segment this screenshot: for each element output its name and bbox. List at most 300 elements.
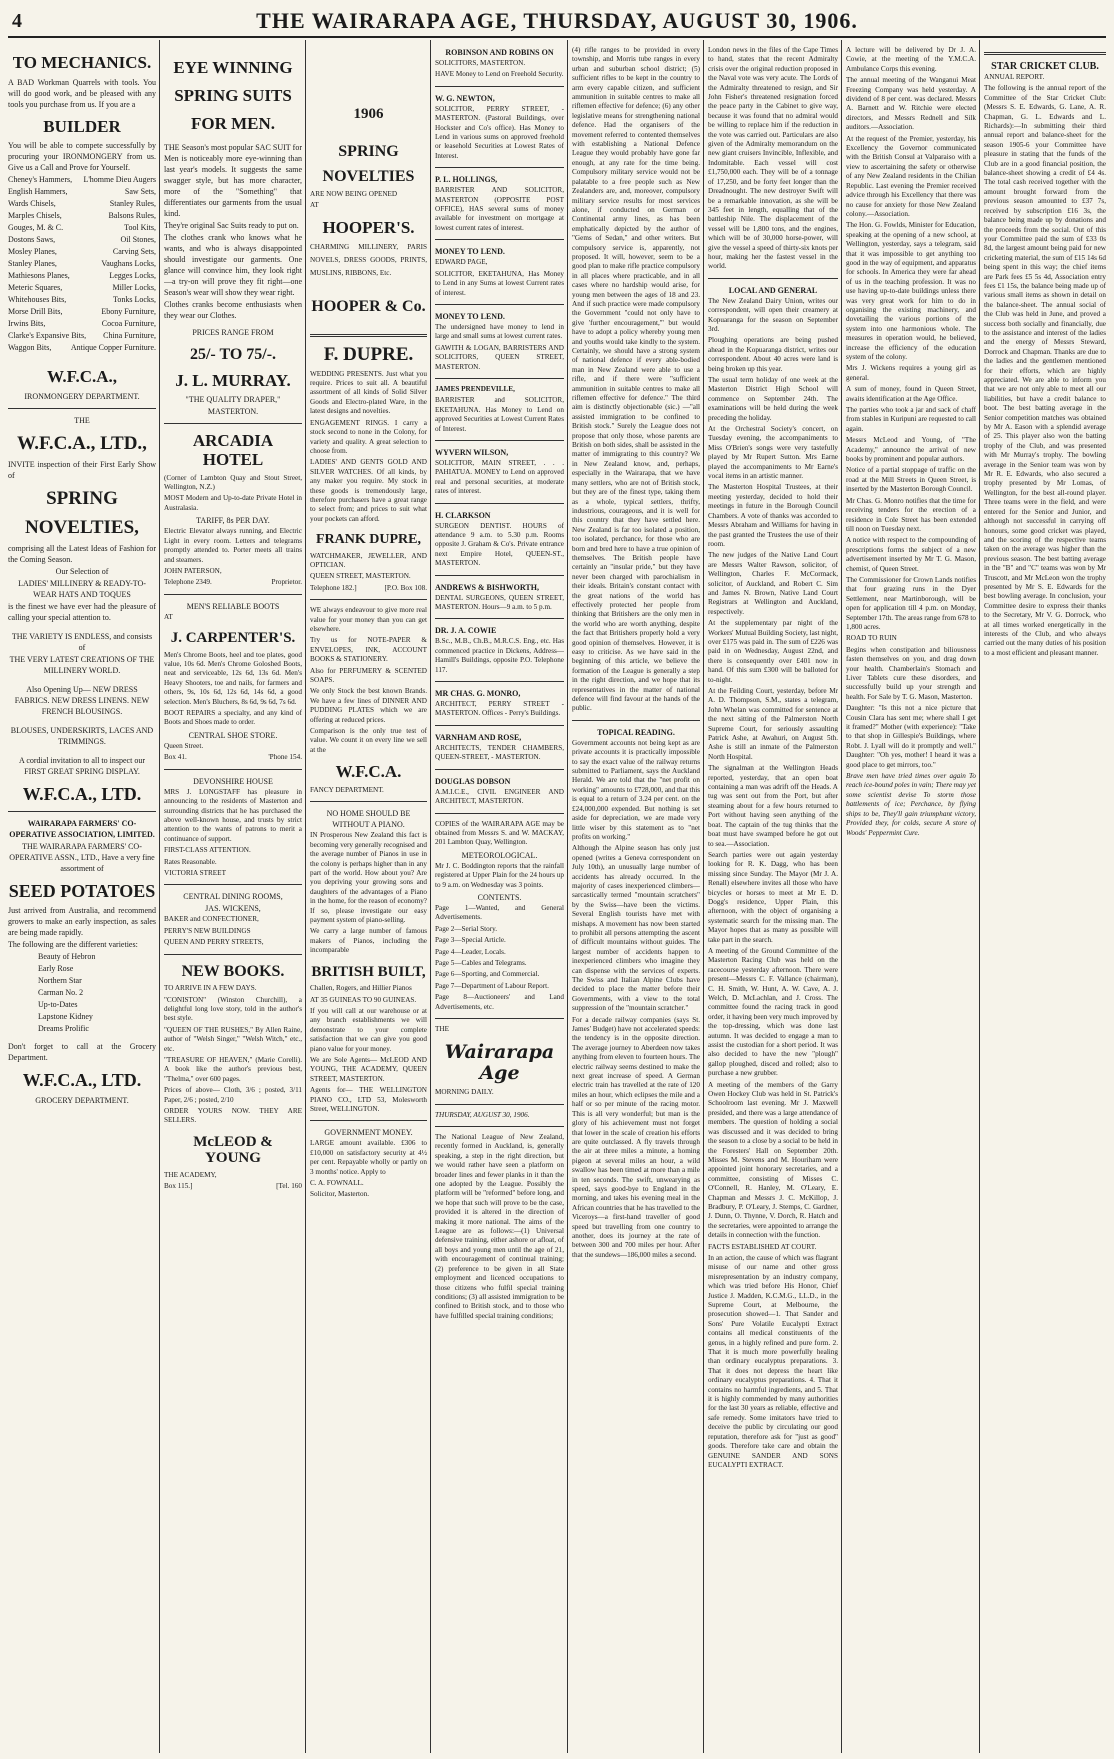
opened: ARE NOW BEING OPENED: [310, 189, 398, 198]
divider: [164, 884, 302, 885]
meteorological-text: Mr J. C. Boddington reports that the rainfall registered at Upper Plain for the 24 hours up to 9 a.m. on Wednesday was 3 points.: [435, 861, 564, 889]
column-rule: [979, 40, 980, 1753]
variety-item: Early Rose: [38, 964, 74, 974]
spring-heading: SPRING: [46, 487, 118, 509]
topical-text-1: Government accounts not being kept as are private accounts it is practically impossible to say the exact value of the railway returns submitted to Parliament, says the Auckland Herald. We are told that the "net profit on working" amounts to £728,000, and that this is equal to a return of 3.24 per cent. on the £24,000,000 expended. But nothing is set aside for depreciation, we are made very little wiser by this statement as to "net profits on working.": [572, 738, 700, 841]
contents-item: Page 2—Serial Story.: [435, 924, 498, 933]
suit-text: THE Season's most popular SAC SUIT for Men is noticeably more eye-winning than last year's models. It suggests the same swagger style, but has more character, more of the "Something" that differentiates our garments from the usual kind.: [164, 143, 302, 218]
shoe-box: Box 41.: [164, 753, 187, 762]
new-books-heading: NEW BOOKS.: [181, 962, 285, 980]
boots-heading: MEN'S RELIABLE BOOTS: [186, 601, 280, 611]
visit-text: If you will call at our warehouse or at any branch establishments we will demonstrate to your complete satisfaction that we can give you good piano value for your money.: [310, 1006, 427, 1053]
variety-item: Up-to-Dates: [38, 1000, 78, 1010]
divider: [164, 954, 302, 955]
arcadia-heading: ARCADIA HOTEL: [192, 431, 274, 469]
notes-text-8: Messrs McLeod and Young, of "The Academy," announce the arrival of new books by prominent and popular authors.: [846, 436, 976, 464]
divider: [435, 239, 564, 240]
dobson-heading: DOUGLAS DOBSON: [435, 776, 511, 786]
column-rule: [430, 40, 431, 1753]
tool-item: Stanley Planes,: [8, 259, 57, 269]
carpenter-heading: J. CARPENTER'S.: [170, 630, 296, 647]
arcadia-address: (Corner of Lambton Quay and Stout Street, Wellington, N.Z.): [164, 473, 302, 492]
at-label: AT: [164, 612, 173, 621]
perry-buildings: PERRY'S NEW BUILDINGS: [164, 926, 251, 935]
spring-heading: SPRING: [338, 142, 399, 160]
daughter-text: Daughter: "Is this not a nice picture that Cousin Clara has sent me; where shall I get it framed?" Mother (with experience): "Take to that shop in Gillespie's Buildings, where Robt. J. Lyall will do it promptly and well." Daughter: "Oh yes, mother! I heard it was a good place to get mirrors, too.": [846, 704, 976, 769]
cordial-text: A cordial invitation to all to inspect our FIRST GREAT SPRING DISPLAY.: [19, 755, 145, 776]
facts-text: In an action, the cause of which was flagrant misuse of our name and other gross misrepresentation by an industry company, which was tried before His Honor, Chief Justice J. Madden, K.C.M.G., LL.D., in the Supreme Court, at Melbourne, the prosecution showed—1. That Sander and Sons' Pure Volatile Eucalypti Extract contains all medical constituents of the genus, in a highly refined and pure form. 2. That it is much more powerfully healing than ordinary eucalyptus preparations. 3. That it does not depress the heart like ordinary eucalyptus preparations. 4. That it contains no harmful ingredients, and 5. That it is highly commended by many authorities for the last 30 years as reliable, effective and safe remedy. Some imitators have tried to deceive the public by circulating our good reputation, therefore ask for "just as good" goods. Therefore take care and obtain the GENUINE SANDER AND SONS EUCALYPTI EXTRACT.: [708, 1253, 838, 1469]
contents-item: Page 5—Cables and Telegrams.: [435, 958, 527, 967]
notes-text-4: The Hon. G. Fowlds, Minister for Education, speaking at the opening of a new school, at Wellington, yesterday, says a telegram, said that it was impossible to get anything too good in the way of equipment, and apparatus for schools. In America they were far ahead of us in the teaching profession. It was no use having up-to-date buildings unless there was very great work for him to do in organising the existing machinery, and dovetailing the various portions of the system into one harmonious whole. The measures in operation would, he believed, increase the efficiency of the education system of the colony.: [846, 221, 976, 361]
varnham-text: ARCHITECTS, TENDER CHAMBERS, QUEEN-STREET, - MASTERTON.: [435, 743, 564, 762]
tool-item: English Hammers,: [8, 187, 68, 197]
notes-text-7: The parties who took a jar and sack of chaff from stables in Kuripuni are requested to call again.: [846, 406, 976, 433]
notes-text-2: The annual meeting of the Wanganui Meat Freezing Company was held yesterday. A dividend of 8 per cent. was declared. Messrs A. Barnett and W. Ritchie were elected directors, and Messrs Rednell and Silk auditors.—Association.: [846, 76, 976, 132]
variety-item: Beauty of Hebron: [38, 952, 96, 962]
piano-text: IN Prosperous New Zealand this fact is becoming very generally recognised and the average number of Pianos in use in the colony is perhaps higher than in any part of the world. How about you? Are you depriving your growing sons and daughters of the advantages of a Piano in the home, for the reason of economy? If so, please investigate our easy payment system of piano-selling.: [310, 831, 427, 925]
tool-item: L'homme Dieu Augers: [83, 175, 156, 185]
newton-heading: W. G. NEWTON,: [435, 93, 495, 103]
tool-item: Stanley Rules,: [109, 199, 156, 209]
column-5: [572, 46, 700, 1746]
divider: [435, 440, 564, 441]
tool-row: [8, 270, 156, 282]
repairs-text: BOOT REPAIRS a specialty, and any kind of Boots and Shoes made to order.: [164, 709, 302, 727]
ladies-millinery: LADIES' MILLINERY & READY-TO-WEAR HATS AND TOQUES: [18, 578, 146, 599]
contents-list: [435, 904, 564, 1012]
column-3: [310, 46, 427, 1746]
robinson-heading: ROBINSON AND ROBINS ON: [445, 48, 554, 57]
tool-item: Morse Drill Bits,: [8, 307, 63, 317]
makers-text: We carry a large number of famous makers of Pianos, including the incomparable: [310, 927, 427, 955]
prendeville-heading: JAMES PRENDEVILLE,: [435, 384, 515, 393]
newspaper-page: [8, 6, 1106, 1753]
builder-heading: BUILDER: [43, 116, 121, 136]
creations-text: THE VERY LATEST CREATIONS OF THE MILLINERY WORLD.: [9, 654, 155, 675]
watchmaker: WATCHMAKER, JEWELLER, AND OPTICIAN.: [310, 551, 427, 569]
notes-text-10: Mr Chas. G. Monro notifies that the time for receiving tenders for the erection of a residence in Cole Street has been extended till noon on Tuesday next.: [846, 496, 976, 533]
contents-item: Page 6—Sporting, and Commercial.: [435, 970, 540, 979]
tool-row: [8, 186, 156, 198]
cricket-report-text: The following is the annual report of the Committee of the Star Cricket Club: (Messrs S. E. Edwards, G. Lane, A. R. Chapman, G. L. Edwards and L. Richards):—In submitting their third annual report and balance-sheet for the season 1905-6 your Committee have pleasure in stating that the funds of the Club are in a good financial position, the balance-sheet showing a credit of £4 4s. The total cash received together with the amount brought forward from the previous season amounted to £37 7s, received by subscription £16 3s, the balance being made up by donations and the proceeds from the social. Out of this your Committee paid the sum of £33 0s 8d, the largest amount being paid for new cricketing material, the sum of £15 14s 6d being spent in this way; the chief items are Park fees £5 5s 4d, Association entry fees £1 15s, the balance being made up of various small items as shown in detail on the balance-sheet. The annual social of the Club was held in June, and proved a success both socially and financially, due to the assistance and interest of the ladies and the energy of Messrs Steward, Dorrock and Chapman. Thanks are due to the ladies and the gentlemen mentioned for their efforts, which are highly appreciated. We are able to inform you that we are not only able to meet all our liabilities, but have a credit balance to boot. The best batting average in the Senior competition matches was obtained by Mr A. Eason with a splendid average of 25. This player also won the batting trophy of the Club, and was presented with Mr Murray's trophy. The bowling average in the Senior team was won by Mr R. E. Edwards, who also secured a trophy presented by Mr Lomas, of Wellington, for the best all-round player. Three teams were in the field, and were entered for the Senior and Junior, and although not successful in carrying off honours, some good cricket was played, and the scoring of the respective teams taken on the average was higher than the previous season. The best batting average in the "B" and "C" teams was won by Mr Truscott, and Mr McLeon won the trophy presented by Mr S. E. Edwards for the best bowling average. In conclusion, your Committee desire to express their thanks to the Secretary, Mr V. G. Dorrock, who at all times worked energetically in the interests of the Club, and who always carried out the many duties of his position to a most efficient and pleasant manner.: [984, 84, 1106, 657]
tool-row: [8, 210, 156, 222]
tool-item: Oil Stones,: [120, 235, 156, 245]
tool-row: [8, 330, 156, 342]
order-now: ORDER YOURS NOW. THEY ARE SELLERS.: [164, 1107, 302, 1125]
variety-item: Carman No. 2: [38, 988, 84, 998]
murray-heading: J. L. MURRAY.: [175, 370, 291, 390]
prendeville-text: BARRISTER and SOLICITOR, EKETAHUNA. Has Money to Lend on approved Securities at Lowest Current Rates of Interest.: [435, 396, 564, 433]
wedding-text: WEDDING PRESENTS. Just what you require. Prices to suit all. A beautiful assortment of all kinds of Solid Silver Goods and Electro-plated Ware, in the latest designs and novelties.: [310, 369, 427, 416]
column-rule: [159, 40, 160, 1753]
divider: [984, 52, 1106, 55]
dupre-heading: F. DUPRE.: [323, 343, 414, 365]
arcadia-footer: [164, 578, 302, 587]
notes-text-5: Mrs J. Wickens requires a young girl as general.: [846, 364, 976, 382]
tool-item: Legges Locks,: [109, 271, 156, 281]
tool-item: Antique Copper Furniture.: [70, 343, 156, 353]
divider: [8, 811, 156, 812]
british-built: BRITISH BUILT,: [311, 963, 426, 980]
prices-above: Prices of above— Cloth, 3/6 ; posted, 3/11 Paper, 2/6 ; posted, 2/10: [164, 1086, 302, 1104]
variety-item: Northern Star: [38, 976, 82, 986]
newspaper-title: THE WAIRARAPA AGE, THURSDAY, AUGUST 30, 1906.: [256, 8, 858, 33]
rates: Rates Reasonable.: [164, 857, 217, 866]
divider: [435, 304, 564, 305]
boots-text: Men's Chrome Boots, heel and toe plates, good value, 10s 6d. Men's Chrome Goloshed Boots, neat and serviceable, 12s 6d, 13s 6d. Men's Heavy Shooters, toe and nails, for farmers and others, 9s, 10s 6d, 12s 6d, 14s 6d, a good selection. Men's Bluchers, 8s 6d, 9s 6d, 7s 6d.: [164, 650, 302, 706]
contents-item: Page 8—Auctioneers' and Land Advertisements, etc.: [435, 993, 564, 1011]
tool-item: Gouges, M. & C.: [8, 223, 64, 233]
tools-list: [8, 174, 156, 354]
divider: [435, 503, 564, 504]
mcleod-box: Box 115.]: [164, 1182, 193, 1191]
hooper-co: HOOPER & Co.: [311, 298, 426, 316]
tool-row: [8, 246, 156, 258]
local-heading: LOCAL AND GENERAL: [728, 285, 818, 295]
robinson-sub: SOLICITORS, MASTERTON.: [435, 59, 526, 67]
tariff: TARIFF, 8s PER DAY.: [196, 516, 270, 526]
variety-text: THE VARIETY IS ENDLESS, and consists of: [11, 631, 153, 652]
wyvern-heading: WYVERN WILSON,: [435, 447, 509, 457]
tool-item: Marples Chisels,: [8, 211, 62, 221]
longstaff-text: MRS J. LONGSTAFF has pleasure in announcing to the residents of Masterton and surrounding districts that he has purchased the above well-known house, and trusts by strict attention to the wants of patrons to merit a continuance of support.: [164, 787, 302, 843]
agents: We are Sole Agents— McLEOD AND YOUNG, THE ACADEMY, QUEEN STREET, MASTERTON.: [310, 1056, 427, 1083]
hollings-text: BARRISTER AND SOLICITOR, MASTERTON (OPPOSITE POST OFFICE), HAS several sums of money available for investment on mortgage at lowest current rates of interest.: [435, 186, 564, 232]
divider: [310, 801, 427, 802]
local-text-5: The Masterton Hospital Trustees, at their meeting yesterday, decided to hold their meetings in future in the Borough Council Chambers. A vote of thanks was accorded to Messrs Abraham and Williams for having in the past granted the Trustees the use of their room.: [708, 483, 838, 548]
agents-for: Agents for— THE WELLINGTON PIANO CO., LTD 53, Molesworth Street, WELLINGTON.: [310, 1086, 427, 1114]
notes-text-12: The Commissioner for Crown Lands notifies that four grazing runs in the Dyer Settlement, near Martinborough, will be open for application till 4 p.m. on Monday, September 17th. The areas range from 678 to 1,800 acres.: [846, 575, 976, 631]
divider: [435, 167, 564, 168]
meteorological-heading: METEOROLOGICAL.: [461, 850, 538, 860]
wyvern-text: SOLICITOR, MAIN STREET, . . . PAHIATUA. MONEY to Lend on approved real and personal securities, at moderate rates of interest.: [435, 458, 564, 496]
engagement-text: ENGAGEMENT RINGS. I carry a stock second to none in the Colony, for variety and quality. A great selection to choose from.: [310, 418, 427, 455]
wairarapa-text: THE WAIRARAPA FARMERS' CO-OPERATIVE ASSN., LTD., Have a very fine assortment of: [9, 841, 155, 873]
local-text-1: The New Zealand Dairy Union, writes our correspondent, will open their creamery at Kopuaranga for the season on September 3rd.: [708, 296, 838, 333]
local-text-4: At the Orchestral Society's concert, on Tuesday evening, the accompaniments to Miss O'Brien's songs were very tastefully played by Mr Rupert Sutton. Mrs Earne played the accompaniments to Mr Earne's vocal items in an artistic manner.: [708, 425, 838, 481]
contents-item: Page 4—Leader, Locals.: [435, 947, 506, 956]
facts-heading: FACTS ESTABLISHED AT COURT.: [708, 1242, 817, 1251]
wairarapa-age-title: Wairarapa Age: [444, 1041, 555, 1085]
frank-dupre: FRANK DUPRE,: [316, 532, 421, 548]
central-shoe-store: CENTRAL SHOE STORE.: [188, 730, 278, 740]
wickens: JAS. WICKENS,: [205, 904, 261, 914]
money-heading: MONEY TO LEND.: [435, 247, 505, 257]
column-rule: [703, 40, 704, 1753]
divider: [8, 408, 156, 409]
notes-text-11: A notice with respect to the compounding of prescriptions forms the subject of a new advertisement inserted by Mr T. G. Mason, chemist, of Queen Street.: [846, 536, 976, 573]
watches-text: LADIES' AND GENTS GOLD AND SILVER WATCHES. Of all kinds, by any maker you require. My stock in these goods is tremendously large, therefore purchasers have a great range to select from; and prices to suit what your pockets can afford.: [310, 458, 427, 523]
column-rule: [305, 40, 306, 1753]
queen-rushes: "QUEEN OF THE RUSHES," By Allen Raine, author of "Welsh Singer," "Welsh Witch," etc., etc.: [164, 1025, 302, 1053]
tool-row: [8, 198, 156, 210]
mcleod-tel: [Tel. 160: [276, 1182, 302, 1191]
suit-text-2: They're original Sac Suits ready to put on.: [164, 221, 299, 230]
builder-text: You will be able to compete successfully by procuring your IRONMONGERY from us. Give us a Call and Prove for Yourself.: [8, 141, 156, 173]
local-text-6: The new judges of the Native Land Court are Messrs Walter Rawson, solicitor, of Wellington, Charles F. McCormack, solicitor, of Auckland, and Robert C. Sim and James N. Brown, Native Land Court Registrars at Wellington and Auckland, respectively.: [708, 551, 838, 616]
ironmongery-dept: IRONMONGERY DEPARTMENT.: [24, 392, 140, 402]
murray-sub: "THE QUALITY DRAPER,": [185, 395, 281, 405]
wfca-heading: W.F.C.A.,: [46, 367, 118, 387]
variety-item: Lapstone Kidney: [38, 1012, 93, 1022]
challen: Challen, Rogers, and Hillier Pianos: [310, 984, 412, 993]
stock-text: We only Stock the best known Brands. We have a few lines of DINNER AND PUDDING PLATES which we are offering at reduced prices.: [310, 687, 427, 724]
dobson-text: A.M.I.C.E., CIVIL ENGINEER AND ARCHITECT, MASTERTON.: [435, 787, 564, 806]
wfca-ltd-grocery: W.F.C.A., LTD.: [22, 1070, 142, 1091]
hoopers-heading: HOOPER'S.: [322, 217, 415, 237]
local-text-9: The signalman at the Wellington Heads reported, yesterday, that an open boat containing a man was adrift off the Heads. A tug was sent out from the Port, but after steaming about for a few hours returned to Port without having seen anything of the boat. The captain of the tug thinks that the boat must have swamped before he got out to sea.—Association.: [708, 764, 838, 848]
divider: [435, 769, 564, 770]
dupre-tele: Telephone 182.]: [310, 583, 357, 592]
arcadia-telephone: Telephone 2349.: [164, 578, 212, 587]
baker: BAKER and CONFECTIONER,: [164, 915, 259, 924]
queen-st: QUEEN STREET, MASTERTON.: [310, 572, 411, 581]
arcadia-text-2: Electric Elevator always running, and Electric Light in every room. Letters and telegrams promptly attended to. Porter meets all trains and steamers.: [164, 527, 302, 564]
also-text: Also for PERFUMERY & SCENTED SOAPS.: [310, 666, 427, 685]
tool-item: Dostons Saws,: [8, 235, 56, 245]
grocery-dept: GROCERY DEPARTMENT.: [35, 1096, 129, 1106]
divider: [310, 334, 427, 337]
masthead: [8, 6, 1106, 38]
divider: [435, 86, 564, 87]
divider: [435, 681, 564, 682]
leader-date: THURSDAY, AUGUST 30, 1906.: [435, 1110, 530, 1119]
prices-label: PRICES RANGE FROM: [192, 328, 274, 337]
eye-winning-heading: EYE WINNING SPRING SUITS FOR MEN.: [173, 58, 293, 133]
robinson-text: HAVE Money to Lend on Freehold Security.: [435, 70, 564, 79]
topical-text-2: Although the Alpine season has only just opened (writes a Geneva correspondent on July 10th), an unusually large number of accidents has already occurred. In the majority of cases inexperienced climbers—sarcastically termed "mountain scratchers" by the Swiss—have been the victims. Several English tourists have met with mishaps. A movement has now been started to prohibit all persons attempting the ascent of difficult mountains without guides. The largest number of accidents happen to inexperienced climbers who imagine they can dispense with the services of experts. The Swiss and Italian Alpine Clubs have decided to place the matter before their Governments, with a view to the total suppression of the "mountain scratcher.": [572, 844, 700, 1013]
varieties-list: [8, 951, 156, 1035]
topical-text-3: For a decade railway companies (says St. James' Budget) have not accelerated speeds: the tendency is in the opposite direction. The average journey to Aberdeen now takes anything from eleven to fourteen hours. The electric railway seems destined to make the next great increase of speed. A German electric train has travelled at the rate of 120 miles an hour, which eclipses the mile and a half or so per minute of the racing motor. This is all very wonderful; but man is the glory of his achievement must not forget that lower in the scale of creation his efforts are quite outclassed. A fly travels through the air at three miles a minute, a homing pigeon at several miles an hour, a wild swallow has been timed at more than a mile in ten seconds. The swift, unwearying as speed, says good-bye to England in the morning, and takes his evening meal in the African countries that he has travelled to the Viceroys—a first-hand traveller of good speed but travelling from one country to another, does its journey at the rate of between 300 and 700 miles per hour. After that the sundews—186,000 miles a second.: [572, 1015, 700, 1259]
tool-item: Carving Sets,: [112, 247, 156, 257]
the-label: THE: [74, 416, 90, 426]
tool-item: Tool Kits,: [124, 223, 156, 233]
opening-text: Also Opening Up— NEW DRESS FABRICS. NEW DRESS LINENS. NEW FRENCH BLOUSINGS.: [14, 684, 150, 716]
varieties-head: The following are the different varieties:: [8, 940, 138, 950]
suit-text-3: The clothes crank who knows what he wants, and who is always disappointed should investigate our garments. One glance will convince him, they look right—a try-on will prove they fit right—one Season's wear will show they wear right.: [164, 233, 302, 297]
mechanics-heading: TO MECHANICS.: [12, 53, 152, 72]
road-text: Begins when constipation and biliousness fasten themselves on you, and drag down your health. Chamberlain's Stomach and Liver Tablets cure these disorders, and successfully build up your strength and health. For Sale by T. G. Mason, Masterton.: [846, 645, 976, 701]
local-text-3: The usual term holiday of one week at the Masterton District High School will commence on September 24th. The examinations will be held during the week preceding the holiday.: [708, 376, 838, 422]
tool-row: [8, 318, 156, 330]
local-text-8: At the Feilding Court, yesterday, before Mr A. D. Thompson, S.M., states a telegram, John Whelan was committed for sentence at the next sitting of the Palmerston North Supreme Court, for seriously assaulting Patrick Ashe, at Awahuri, on August 5th. Ashe is still an inmate of the Palmerston North Hospital.: [708, 687, 838, 761]
tool-item: Vaughans Locks,: [101, 259, 156, 269]
page-text: SOLICITOR, EKETAHUNA, Has Money to Lend in any Sums at lowest Current rates of interest.: [435, 269, 564, 297]
wairarapa-farmers-heading: WAIRARAPA FARMERS' CO-OPERATIVE ASSOCIATION, LIMITED.: [9, 818, 155, 839]
arcadia-proprietor: Proprietor.: [271, 578, 302, 587]
tool-item: Tonks Locks,: [113, 295, 156, 305]
column-7: [846, 46, 976, 1746]
morning-daily: MORNING DAILY.: [435, 1088, 494, 1097]
seed-potatoes-heading: SEED POTATOES: [8, 880, 156, 901]
tool-item: Mosley Planes,: [8, 247, 57, 257]
page-number: 4: [12, 10, 22, 32]
tool-row: [8, 258, 156, 270]
divider: [310, 599, 427, 600]
arrive: TO ARRIVE IN A FEW DAYS.: [164, 984, 257, 993]
gawith: GAWITH & LOGAN, BARRISTERS AND SOLICITORS, QUEEN STREET, MASTERTON.: [435, 343, 564, 371]
mcleod-footer: [164, 1182, 302, 1191]
central-dining-heading: CENTRAL DINING ROOMS,: [183, 892, 283, 902]
mcleod-heading: McLEOD & YOUNG: [193, 1133, 273, 1167]
tool-item: Saw Sets,: [124, 187, 156, 197]
tool-row: [8, 294, 156, 306]
tool-item: Miller Locks,: [112, 283, 156, 293]
cowie-text: B.Sc., M.B., Ch.B., M.R.C.S. Eng., etc. Has commenced practice in Dickens, Address—Hamill's Buildings, opposite P.O. Telephone 117.: [435, 637, 564, 674]
tool-row: [8, 306, 156, 318]
divider: [164, 769, 302, 770]
wfca-ltd-heading: W.F.C.A., LTD.,: [17, 433, 147, 455]
column-rule: [841, 40, 842, 1753]
divider: [435, 1126, 564, 1127]
local-text-2: Ploughing operations are being pushed ahead in the Kopuaranga district, writes our correspondent. About 40 acres were land is being broken up this year.: [708, 336, 838, 373]
notes-text-1: A lecture will be delivered by Dr J. A. Cowie, at the meeting of the Y.M.C.A. Ambulance Corps this evening.: [846, 46, 976, 73]
divider: [708, 278, 838, 279]
tool-item: Cheney's Hammers,: [8, 175, 73, 185]
first-class: FIRST-CLASS ATTENTION.: [164, 846, 251, 855]
queen-street: Queen Street.: [164, 741, 204, 750]
shoe-footer: [164, 753, 302, 762]
contents-item: Page 7—Department of Labour Report.: [435, 981, 549, 990]
road-to-ruin: ROAD TO RUIN: [846, 634, 897, 643]
mechanics-intro: A BAD Workman Quarrels with tools. You will do good work, and be pleased with any tools you purchase from us. If you are a: [8, 77, 156, 109]
tool-row: [8, 282, 156, 294]
coniston: "CONISTON" (Winston Churchill), a delightful long love story, told in the author's best style.: [164, 995, 302, 1023]
andrews-text: DENTAL SURGEONS, QUEEN STREET, MASTERTON. Hours—9 a.m. to 5 p.m.: [435, 593, 564, 612]
poem-text: Brave men have tried times over again To reach ice-bound poles in vain; There may yet some scientist devise To storm those battlements of ice; Perchance, by flying ships to be, They'll gain triumphant victory, Provided they, for colds, secure A store of Woods' Peppermint Cure.: [846, 772, 976, 837]
dupre-box: [P.O. Box 108.: [384, 583, 427, 592]
column-4: [435, 46, 564, 1746]
paterson: JOHN PATERSON,: [164, 566, 222, 575]
notes-text-6: A sum of money, found in Queen Street, awaits identification at the Age Office.: [846, 385, 976, 403]
tool-row: [8, 234, 156, 246]
try-text: Try us for NOTE-PAPER & ENVELOPES, INK, ACCOUNT BOOKS & STATIONERY.: [310, 636, 427, 664]
local-text-12: A meeting of the members of the Garry Owen Hockey Club was held in St. Patrick's Schoolroom last evening. Mr J. Maxwell presided, and there was a large attendance of members. The question of holding a social was discussed and it was decided to bring the season to a close by a social to be held in the Foresters' Hall on September 20th. Misses M. Stevens and M. Houriham were appointed joint honorary secretaries, and a committee, consisting of Misses C. O'Connell, R. Hanley, M. O'Leary, E. Chapman and Messrs J. C. McKillop, J. Bradbury, P. O'Leary, J. Stemps, C. Gardner, J. Dunn, O. Thynne, V. Dorch, R. Hatch and the secretaries, were appointed to arrange the details in connection with the function.: [708, 1080, 838, 1240]
contents-heading: CONTENTS.: [477, 892, 522, 902]
divider: [435, 618, 564, 619]
star-cricket-heading: STAR CRICKET CLUB.: [991, 61, 1099, 72]
local-text-7: At the supplementary par night of the Workers' Mutual Building Society, last night, over £175 was paid in. The sum of £226 was paid in on Wednesday, August 22nd, and there is consequently over £401 now in hand. Of this sum £300 will be balloted for to-night.: [708, 619, 838, 684]
tool-item: Irwins Bits,: [8, 319, 46, 329]
hoopers-list: CHARMING MILLINERY, PARIS NOVELS, DRESS GOODS, PRINTS, MUSLINS, RIBBONS, Etc.: [310, 243, 427, 278]
money2-heading: MONEY TO LEND.: [435, 311, 505, 321]
tool-item: Waggon Bits,: [8, 343, 52, 353]
divider: [435, 1104, 564, 1105]
tool-item: Wards Chisels,: [8, 199, 56, 209]
local-text-11: A meeting of the Ground Committee of the Masterton Racing Club was held on the racecourse yesterday afternoon. There were present—Messrs C. F. Vallance (chairman), C. H. Smith, W. Hunt, A. W. Cave, A. J. Welch, D. McLachlan, and J. Cross. The committee found the racing track in good order, it having been very much improved by the top-dressing, which was done last autumn. It was decided to engage a man to assist the custodian for a short period. It was also decided to have the new "plough" gallop ploughed, disced and rolled; also to purchase a new grubber.: [708, 946, 838, 1078]
clarkson-text: SURGEON DENTIST. HOURS of attendance 9 a.m. to 5.30 p.m. Rooms opposite J. Graham & Co's. Private entrance next Empire Hotel, QUEEN-ST., MASTERTON.: [435, 521, 564, 568]
divider: [435, 378, 564, 379]
divider: [435, 1018, 564, 1019]
tool-item: Cocoa Furniture,: [101, 319, 156, 329]
wfca-fancy: W.F.C.A.: [335, 762, 402, 782]
leader-text: The National League of New Zealand, recently formed in Auckland, is, generally speaking, a step in the right direction, but we would rather have seen a platform on broader lines and fewer planks in it than the one adopted by the League. Possibly the platform will be "reformed" before long, and we hope that such will prove to be the case, provided it is altered in the direction of making it more national. The aims of the League are as follows:—(1) Universal defensive training, either ashore or afloat, of all boys and young men until the age of 21, with encouragement of continual training; (2) preference to be given in all State employment and licenced occupations to those citizens who fulfil special training conditions; (3) all assisted immigration to be confined to British stock, and to those who have fulfilled special training conditions;: [435, 1133, 564, 1320]
selection-text: Our Selection of: [55, 566, 109, 576]
varnham-heading: VARNHAM AND ROSE,: [435, 732, 522, 742]
column-rule: [567, 40, 568, 1753]
tool-item: Meteric Squares,: [8, 283, 63, 293]
newton-text: SOLICITOR, PERRY STREET, - MASTERTON. (Pastoral Buildings, over Hockster and Co's office). Has Money to Lend in various sums on approved freehold or leasehold Securities at Lowest Rates of Interest.: [435, 104, 564, 160]
column-1: [8, 46, 156, 1746]
year-heading: 1906: [353, 106, 384, 122]
prices-range: 25/- TO 75/-.: [189, 346, 277, 363]
notes-text-3: At the request of the Premier, yesterday, his Excellency the Governor communicated with the British Consul at Valparaiso with a view to ascertaining the safety or otherwise of any New Zealand residents in the Chilian Republic. Last evening the Premier received advice through his Excellency that there was no cause for anxiety for those New Zealand colony.—Association.: [846, 134, 976, 218]
academy: THE ACADEMY,: [164, 1170, 217, 1179]
treasure: "TREASURE OF HEAVEN," (Marie Corelli). A book like the author's previous best, "Thelma," over 600 pages.: [164, 1056, 302, 1083]
divider: [164, 423, 302, 424]
wfca-ltd-footer: W.F.C.A., LTD.: [22, 783, 142, 804]
tool-item: Balsons Rules,: [108, 211, 156, 221]
comparison-text: Comparison is the only true test of value. We count it on every line we sell at the: [310, 727, 427, 754]
divider: [435, 575, 564, 576]
leader-continued: (4) rifle ranges to be provided in every township, and Morris tube ranges in every urban and suburban school district; (5) sufficient rifles to be kept in the country to arm every capable citizen, and sufficient ammunition in suitable centres to make all riflemen effective for defence; (6) any other legislative means for strengthening national defence. Had the organisers of the movement referred to contented themselves with establishing a National Defence League they would probably have gone far enough, at any rate for the time being. Compulsory military service would not be palatable to a free people such as New Zealanders are, and, moreover, compulsory military service results for most services alone, if conducted on German or Continental army lines, as has been emphatically depicted by the author of "Gems of Sedan," and other writers. But compulsory service is, apparently, not proposed. It will, however, seem to be a good plan to make rifle practice compulsory in all places where practicable, and in all cases where no hardship would arise, for young men between the ages of 18 and 23. And if such practice were made compulsory the Government "could not only have to give 'further encouragement,'" but would have to adopt a policy whereby young men and youths would take kindly to the system. Certainly, we should have a strong system of national defence if every able-bodied man in New Zealand were able to use a rifle, and if there were "sufficient ammunition in suitable centres to make all riflemen effective for defence." The third aim is distinctly objectionable (sic.) —"all assisted immigration to be confined to British stock." Surely the League does not propose that only those, whose parents are British on both sides, shall be assisted in the matter of immigrating to this country? We in New Zealand know, and, perhaps, especially in the Wairarapa, that we have many settlers, who are not of British stock, but they are of the finest type, taking them as a whole, typical settlers, thrifty, industrious, courageous, and it is well for this country that they have settled here. New Zealand is far too isolated a position, too isolated, perchance, for those who are born and bred here to have a true opinion of themselves. The British people have certainly an "insular pride," but they have never been charged with parochialism in their ideals. Britain's constant contact with the great nations of the world has effectively protected her people from thinking that Britishers are the only men in the world who are worth anything, despite the fact that Britishers properly hold a very good opinion of themselves. However, it is easy to criticise. As we have said in the beginning of this article, we believe the formation of the League is generally a step in the right direction, and we hope that its representatives in the matter of national defence will find favour at the hands of the public.: [572, 46, 700, 713]
tool-item: Ebony Furniture,: [101, 307, 156, 317]
devonshire-heading: DEVONSHIRE HOUSE: [193, 776, 273, 786]
fancy-dept: FANCY DEPARTMENT.: [310, 785, 384, 794]
monro-heading: MR CHAS. G. MONRO,: [435, 689, 521, 699]
monro-text: ARCHITECT, PERRY STREET - MASTERTON. Offices - Perry's Buildings.: [435, 700, 564, 718]
annual-report: ANNUAL REPORT.: [984, 73, 1045, 81]
the-label: THE: [435, 1025, 449, 1033]
govt-text: LARGE amount available. £306 to £10,000 on satisfactory security at 4½ per cent. Repayable wholly or partly on 3 months' notice. Apply to: [310, 1139, 427, 1176]
money2-text: The undersigned have money to lend in large and small sums at lowest current rates.: [435, 322, 564, 341]
dupre-footer: [310, 584, 427, 593]
no-home-heading: NO HOME SHOULD BE WITHOUT A PIANO.: [326, 809, 411, 830]
divider: [435, 813, 564, 814]
divider: [310, 1120, 427, 1121]
page-name: EDWARD PAGE,: [435, 258, 488, 267]
tool-item: Whitehouses Bits,: [8, 295, 67, 305]
variety-item: Dreams Prolific: [38, 1024, 89, 1034]
endeavour-text: WE always endeavour to give more real value for your money than you can get elsewhere.: [310, 606, 427, 633]
grocery-text: Don't forget to call at the Grocery Department.: [8, 1042, 156, 1063]
divider: [435, 725, 564, 726]
notes-text-9: Notice of a partial stoppage of traffic on the road at the Mill Streets in Queen Street, is inserted by the Masterton Borough Council.: [846, 466, 976, 494]
contents-item: Page 1—Wanted, and General Advertisements.: [435, 903, 564, 922]
local-text-10: Search parties were out again yesterday looking for R. K. Dagg, who has been missing since Sunday. The Mayor (Mr J. A. Renall) elsewhere invites all those who have bicycles or horses to meet at Mr E. D. Dogg's residence, Upper Plain, this afternoon, with the object of organising a systematic search for the missing man. The Mayor hopes that as many as possible will take part in the search.: [708, 850, 838, 944]
suit-text-4: Clothes cranks become enthusiasts when they wear our Clothes.: [164, 300, 302, 320]
clarkson-heading: H. CLARKSON: [435, 510, 491, 520]
divider: [572, 720, 700, 721]
queen-perry: QUEEN AND PERRY STREETS,: [164, 938, 264, 947]
arcadia-text: MOST Modern and Up-to-date Private Hotel in Australasia.: [164, 494, 302, 512]
shoe-phone: 'Phone 154.: [268, 753, 302, 762]
topical-heading: TOPICAL READING.: [597, 727, 675, 737]
divider: [164, 594, 302, 595]
contents-item: Page 3—Special Article.: [435, 936, 506, 945]
hollings-heading: P. L. HOLLINGS,: [435, 175, 498, 185]
tool-item: China Furniture,: [103, 331, 156, 341]
cowie-heading: DR. J. A. COWIE: [435, 626, 497, 636]
solicitor: Solicitor, Masterton.: [310, 1190, 370, 1199]
finest-text: is the finest we have ever had the pleasure of calling your special attention to.: [8, 601, 156, 622]
at-label: AT: [310, 201, 319, 210]
fownall: C. A. FOWNALL.: [310, 1179, 364, 1188]
andrews-heading: ANDREWS & BISHWORTH,: [435, 582, 539, 592]
victoria-street: VICTORIA STREET: [164, 868, 226, 877]
seed-text: Just arrived from Australia, and recommend growers to make an early inspection, as sales are being made rapidly.: [8, 906, 156, 938]
novelties-heading: NOVELTIES,: [25, 516, 139, 538]
column-2: [164, 46, 302, 1746]
govt-money-heading: GOVERNMENT MONEY.: [324, 1128, 413, 1138]
column-6: [708, 46, 838, 1746]
guineas: AT 35 GUINEAS TO 90 GUINEAS.: [310, 995, 417, 1004]
novelties-text: comprising all the Latest Ideas of Fashion for the Coming Season.: [8, 543, 156, 564]
copies-text: COPIES of the WAIRARAPA AGE may be obtained from Messrs S. and W. MACKAY, 201 Lambton Quay, Wellington.: [435, 819, 564, 847]
admiralty-text: London news in the files of the Cape Times to hand, states that the recent Admiralty crisis over the original reduction proposed in the Naval vote was very acute. The Lords of the Admiralty threatened to resign, and Sir John Fisher's threatened resignation forced the peace party in the Cabinet to give way, because it was found that no admiral would be willing to replace him if the reduction in the vote was carried out. Particulars are also given of the Admiralty memorandum on the new giant cruisers Invincible, Inflexible, and Indomitable. Each vessel will cost £1,750,000 each. They will be of a tonnage of 17,250, and be forty feet longer than the Dreadnought. The new destroyer Swift will be a remarkable innovation, as she will be 345 feet in length, equalling that of the battleship Nile. The displacement of the vessel will be 1,800 tons, and the engines, which will be of 30,000 horse-power, will give the vessel a speed of thirty-six knots per hour, making her the fastest vessel in the world.: [708, 46, 838, 271]
novelties-heading: NOVELTIES: [322, 168, 415, 186]
tool-row: [8, 174, 156, 186]
